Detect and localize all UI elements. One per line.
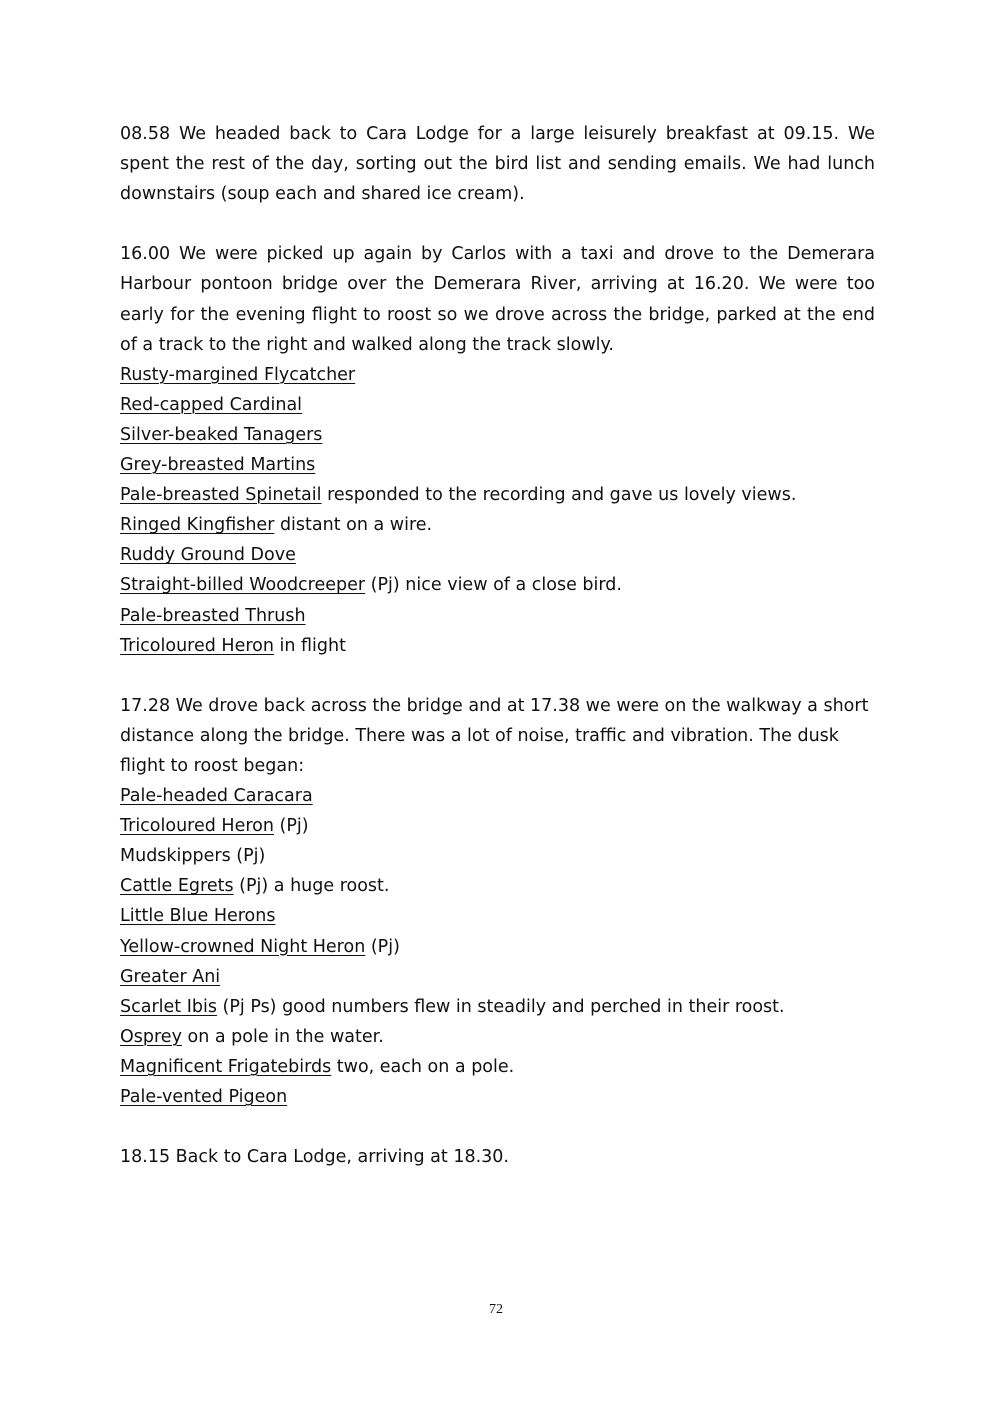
bird-name: Tricoloured Heron [120, 635, 274, 656]
sighting-item [120, 390, 875, 420]
sighting-note: (Pj) [365, 936, 400, 957]
sighting-item [120, 601, 875, 631]
section-dusk-roost [120, 691, 875, 1112]
sighting-item [120, 510, 875, 540]
sighting-item [120, 480, 875, 510]
bird-name: Pale-vented Pigeon [120, 1087, 288, 1107]
paragraph-return: 18.15 Back to Cara Lodge, arriving at 18.30. [120, 1147, 509, 1168]
sighting-note: in flight [273, 635, 346, 656]
bird-name: Greater Ani [120, 966, 221, 987]
paragraph-dusk-roost: 17.28 We drove back across the bridge and at 17.38 we were on the walkway a short distance along the bridge. There was a lot of noise, traffic and vibration. The dusk flight to roost began: [120, 695, 869, 776]
bird-name: Ringed Kingfisher [120, 515, 275, 536]
paragraph-pontoon-bridge: 16.00 We were picked up again by Carlos with a taxi and drove to the Demerara Harbour pontoon bridge over the Demerara River, arriving at 16.20. We were too early for the evening flight to roost so we drove across the bridge, parked at the end of a track to the right and walked along the track slowly. [120, 244, 875, 355]
bird-name: Scarlet Ibis [120, 996, 217, 1017]
sighting-item [120, 992, 875, 1022]
bird-name: Tricoloured Heron [120, 816, 274, 837]
sighting-note: (Pj) nice view of a close bird. [365, 575, 622, 596]
bird-name: Red-capped Cardinal [120, 394, 303, 415]
sighting-item [120, 781, 875, 811]
bird-name: Grey-breasted Martins [120, 455, 316, 476]
sighting-note: distant on a wire. [274, 515, 433, 536]
bird-name: Pale-breasted Thrush [120, 605, 306, 626]
bird-name: Cattle Egrets [120, 876, 234, 897]
sighting-note: responded to the recording and gave us lovely views. [321, 485, 797, 506]
sighting-item [120, 901, 875, 931]
bird-name: Pale-headed Caracara [120, 786, 313, 807]
sighting-note: (Pj) a huge roost. [233, 876, 390, 897]
sighting-item [120, 932, 875, 962]
page-body [120, 119, 875, 1202]
bird-name: Osprey [120, 1026, 182, 1047]
sighting-note: Mudskippers (Pj) [120, 846, 266, 867]
sighting-list-1 [120, 360, 875, 661]
sighting-item [120, 1052, 875, 1082]
sighting-item [120, 360, 875, 390]
sighting-item [120, 450, 875, 480]
sighting-item [120, 631, 875, 661]
bird-name: Straight-billed Woodcreeper [120, 575, 366, 596]
sighting-note: (Pj Ps) good numbers flew in steadily and perched in their roost. [216, 996, 785, 1017]
sighting-item [120, 841, 875, 871]
sighting-item [120, 871, 875, 901]
sighting-item [120, 962, 875, 992]
sighting-note: (Pj) [273, 816, 309, 837]
section-pontoon-bridge [120, 239, 875, 660]
sighting-item [120, 1082, 875, 1112]
sighting-item [120, 570, 875, 600]
bird-name: Little Blue Herons [120, 906, 276, 927]
bird-name: Pale-breasted Spinetail [120, 485, 322, 506]
page-number: 72 [489, 1302, 503, 1317]
bird-name: Rusty-margined Flycatcher [120, 364, 356, 385]
sighting-item [120, 540, 875, 570]
bird-name: Magnificent Frigatebirds [120, 1056, 332, 1077]
sighting-note: on a pole in the water. [181, 1026, 384, 1047]
bird-name: Ruddy Ground Dove [120, 545, 296, 566]
paragraph-breakfast: 08.58 We headed back to Cara Lodge for a large leisurely breakfast at 09.15. We spent the rest of the day, sorting out the bird list and sending emails. We had lunch downstairs (soup each and shared ice cream). [120, 124, 875, 205]
bird-name: Yellow-crowned Night Heron [120, 936, 366, 957]
sighting-note: two, each on a pole. [331, 1056, 515, 1077]
bird-name: Silver-beaked Tanagers [120, 424, 323, 445]
sighting-item [120, 1022, 875, 1052]
sighting-item [120, 811, 875, 841]
sighting-list-2 [120, 781, 875, 1112]
sighting-item [120, 420, 875, 450]
